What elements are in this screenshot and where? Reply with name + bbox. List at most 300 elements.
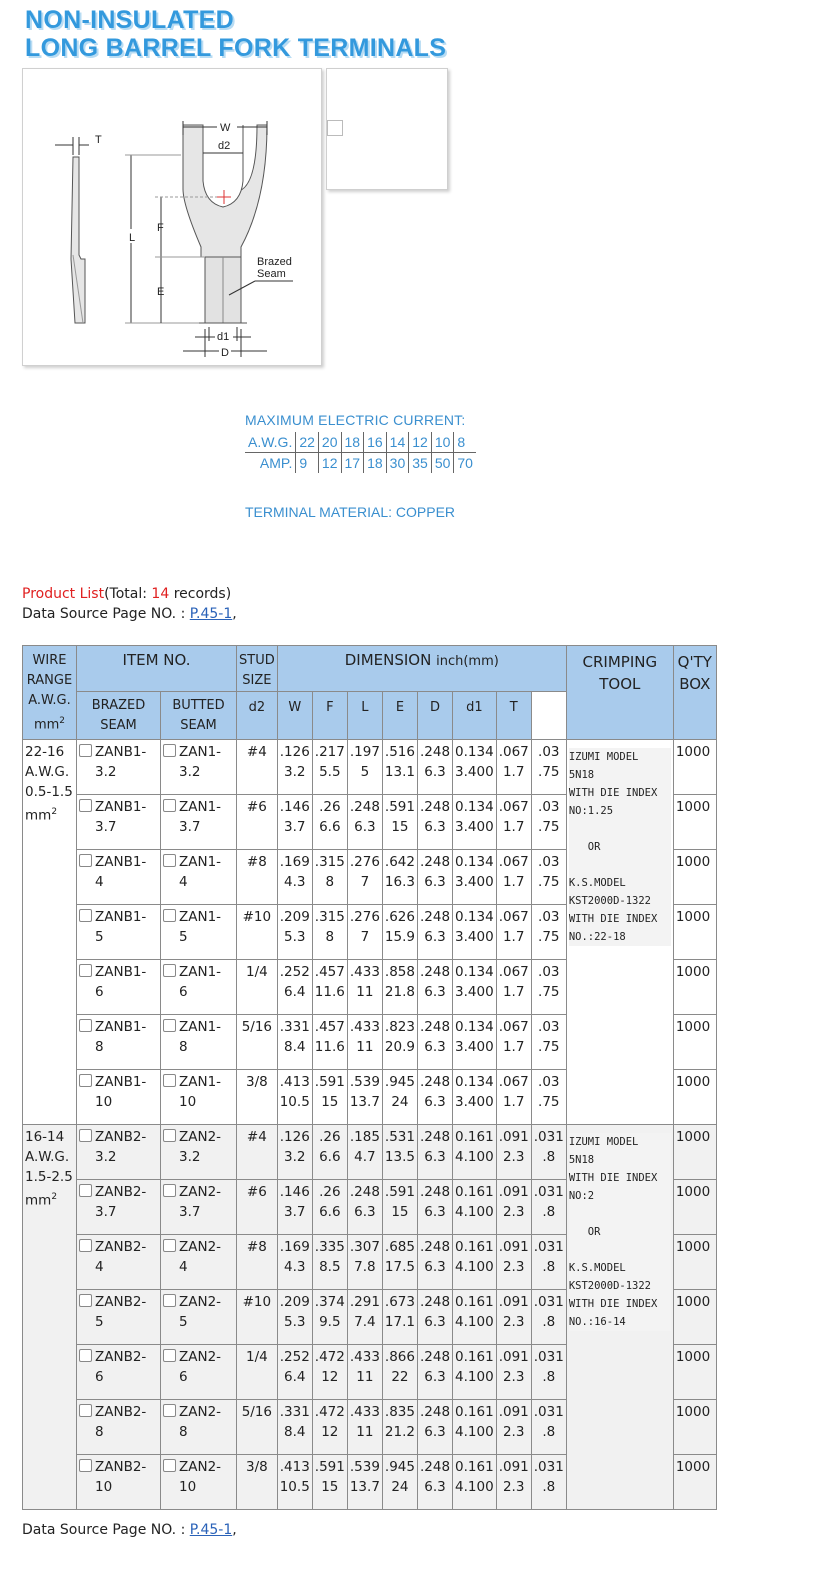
brazed-checkbox[interactable] xyxy=(79,1239,92,1252)
F-mm: 5 xyxy=(360,764,370,780)
W-cell xyxy=(312,1015,347,1070)
D-mm: 4.100 xyxy=(455,1204,494,1220)
W-mm: 6.6 xyxy=(319,1149,341,1165)
brazed-checkbox[interactable] xyxy=(79,1349,92,1362)
T-cell xyxy=(531,960,566,1015)
electric-title: MAXIMUM ELECTRIC CURRENT: xyxy=(245,412,466,428)
d2-mm: 10.5 xyxy=(279,1479,310,1495)
brazed-item-cell[interactable] xyxy=(77,740,161,795)
D-cell xyxy=(453,1070,497,1125)
butted-checkbox[interactable] xyxy=(163,854,176,867)
brazed-item-cell[interactable] xyxy=(77,1400,161,1455)
T-mm: .75 xyxy=(538,1094,560,1110)
E-inch: .248 xyxy=(419,1239,451,1255)
d1-cell xyxy=(496,1180,531,1235)
brazed-item-cell[interactable] xyxy=(77,1345,161,1400)
d1-cell xyxy=(496,795,531,850)
L-mm: 17.5 xyxy=(384,1259,415,1275)
amp-cell: 17 xyxy=(341,453,364,474)
d1-cell xyxy=(496,960,531,1015)
header-d1: d1 xyxy=(453,692,497,740)
E-mm: 6.3 xyxy=(424,874,446,890)
D-inch: 0.134 xyxy=(455,909,494,925)
butted-item-no: ZAN1- xyxy=(179,854,222,870)
D-inch: 0.161 xyxy=(455,1404,494,1420)
T-inch: .03 xyxy=(538,1019,560,1035)
product-table xyxy=(22,645,717,1510)
d1-cell xyxy=(496,1345,531,1400)
brazed-item-cell[interactable] xyxy=(77,1290,161,1345)
d2-cell xyxy=(277,1125,312,1180)
wire-range-label: WIRE RANGE A.W.G. xyxy=(26,653,73,708)
table-row xyxy=(23,740,717,795)
butted-item-cell[interactable] xyxy=(161,795,237,850)
butted-checkbox[interactable] xyxy=(163,1459,176,1472)
brazed-item-cell[interactable] xyxy=(77,905,161,960)
source-page-link[interactable]: P.45-1 xyxy=(189,606,233,622)
D-inch: 0.134 xyxy=(455,964,494,980)
d1-mm: 1.7 xyxy=(502,1039,525,1055)
F-mm: 6.3 xyxy=(354,1204,376,1220)
butted-item-cell[interactable] xyxy=(161,740,237,795)
brazed-item-cell[interactable] xyxy=(77,1235,161,1290)
stud-size-cell: #4 xyxy=(237,740,278,795)
D-inch: 0.161 xyxy=(455,1239,494,1255)
dimension-unit: inch(mm) xyxy=(436,654,499,669)
butted-checkbox[interactable] xyxy=(163,964,176,977)
d1-cell xyxy=(496,1455,531,1510)
label-d1: d1 xyxy=(217,331,230,343)
butted-checkbox[interactable] xyxy=(163,1019,176,1032)
d2-mm: 10.5 xyxy=(279,1094,310,1110)
W-cell xyxy=(312,1070,347,1125)
L-mm: 24 xyxy=(391,1094,409,1110)
qty-box-cell: 1000 xyxy=(673,740,716,795)
F-cell xyxy=(347,1125,382,1180)
awg-cell: 22 xyxy=(296,432,319,453)
D-inch: 0.134 xyxy=(455,854,494,870)
brazed-checkbox[interactable] xyxy=(79,744,92,757)
T-cell xyxy=(531,1455,566,1510)
W-inch: .591 xyxy=(314,1074,345,1090)
d1-mm: 2.3 xyxy=(502,1479,525,1495)
E-inch: .248 xyxy=(419,1184,451,1200)
brazed-item-size: 10 xyxy=(95,1479,113,1495)
awg-cell: 10 xyxy=(431,432,454,453)
brazed-item-size: 10 xyxy=(95,1094,113,1110)
T-cell xyxy=(531,1235,566,1290)
brazed-item-size: 6 xyxy=(95,984,104,1000)
brazed-checkbox[interactable] xyxy=(79,1074,92,1087)
F-cell xyxy=(347,1235,382,1290)
T-cell xyxy=(531,905,566,960)
L-cell xyxy=(382,905,417,960)
header-D: D xyxy=(417,692,452,740)
brazed-item-size: 4 xyxy=(95,874,104,890)
d2-mm: 3.7 xyxy=(284,819,306,835)
butted-item-size: 4 xyxy=(179,874,188,890)
wire-mm2-unit: mm xyxy=(25,807,52,824)
brazed-item-size: 8 xyxy=(95,1424,104,1440)
wire-range-cell: 22-16 A.W.G. 0.5-1.5 $mm^2$ xyxy=(23,740,77,1125)
T-mm: .75 xyxy=(538,929,560,945)
d2-inch: .146 xyxy=(279,799,310,815)
d1-mm: 1.7 xyxy=(502,819,525,835)
product-list-heading xyxy=(22,586,231,602)
D-inch: 0.161 xyxy=(455,1294,494,1310)
E-mm: 6.3 xyxy=(424,984,446,1000)
W-inch: .315 xyxy=(314,854,345,870)
butted-item-cell[interactable] xyxy=(161,850,237,905)
butted-checkbox[interactable] xyxy=(163,1349,176,1362)
D-inch: 0.134 xyxy=(455,799,494,815)
W-mm: 8 xyxy=(325,874,335,890)
W-mm: 12 xyxy=(321,1369,339,1385)
F-cell xyxy=(347,1400,382,1455)
d1-cell xyxy=(496,1070,531,1125)
L-mm: 13.5 xyxy=(384,1149,415,1165)
W-cell xyxy=(312,960,347,1015)
butted-item-cell[interactable] xyxy=(161,1345,237,1400)
T-mm: .8 xyxy=(542,1479,556,1495)
butted-checkbox[interactable] xyxy=(163,1404,176,1417)
brazed-item-cell[interactable] xyxy=(77,1015,161,1070)
E-cell xyxy=(417,960,452,1015)
F-inch: .185 xyxy=(349,1129,380,1145)
E-cell xyxy=(417,1290,452,1345)
brazed-item-cell[interactable] xyxy=(77,1125,161,1180)
d2-inch: .169 xyxy=(279,854,310,870)
d2-cell xyxy=(277,1070,312,1125)
butted-item-size: 3.7 xyxy=(179,819,201,835)
header-W: W xyxy=(277,692,312,740)
label-seam: Seam xyxy=(257,268,286,280)
D-inch: 0.134 xyxy=(455,744,494,760)
header-stud-size: STUD SIZE xyxy=(237,646,278,692)
F-inch: .291 xyxy=(349,1294,380,1310)
W-cell xyxy=(312,905,347,960)
d2-inch: .146 xyxy=(279,1184,310,1200)
W-cell xyxy=(312,1180,347,1235)
L-inch: .642 xyxy=(384,854,415,870)
E-cell xyxy=(417,795,452,850)
butted-checkbox[interactable] xyxy=(163,1294,176,1307)
source-label: Data Source Page NO. : xyxy=(22,606,190,622)
T-inch: .03 xyxy=(538,799,560,815)
D-cell xyxy=(453,1290,497,1345)
amp-label: AMP. xyxy=(245,453,296,474)
brazed-item-no: ZANB1- xyxy=(95,744,147,760)
d1-inch: .091 xyxy=(498,1294,529,1310)
butted-item-cell[interactable] xyxy=(161,1400,237,1455)
E-mm: 6.3 xyxy=(424,1204,446,1220)
T-inch: .031 xyxy=(533,1404,564,1420)
D-cell xyxy=(453,1400,497,1455)
data-source-bottom xyxy=(22,1522,237,1538)
E-cell xyxy=(417,1070,452,1125)
brazed-checkbox[interactable] xyxy=(79,909,92,922)
D-inch: 0.161 xyxy=(455,1129,494,1145)
W-inch: .26 xyxy=(319,799,341,815)
amp-cell: 18 xyxy=(364,453,387,474)
stud-size-cell: 5/16 xyxy=(237,1400,278,1455)
d1-cell xyxy=(496,1400,531,1455)
L-inch: .866 xyxy=(384,1349,415,1365)
butted-checkbox[interactable] xyxy=(163,744,176,757)
awg-cell: 12 xyxy=(409,432,432,453)
label-W: W xyxy=(220,122,231,134)
stud-size-cell: 3/8 xyxy=(237,1070,278,1125)
L-inch: .591 xyxy=(384,1184,415,1200)
E-mm: 6.3 xyxy=(424,1314,446,1330)
d2-cell xyxy=(277,1290,312,1345)
E-mm: 6.3 xyxy=(424,1424,446,1440)
E-cell xyxy=(417,1125,452,1180)
awg-label: A.W.G. xyxy=(245,432,296,453)
title-line-1: NON-INSULATED xyxy=(25,6,234,34)
D-cell xyxy=(453,1125,497,1180)
L-mm: 15 xyxy=(391,1204,409,1220)
E-cell xyxy=(417,1400,452,1455)
F-inch: .248 xyxy=(349,1184,380,1200)
W-inch: .374 xyxy=(314,1294,345,1310)
d2-cell xyxy=(277,1235,312,1290)
D-inch: 0.161 xyxy=(455,1184,494,1200)
brazed-checkbox[interactable] xyxy=(79,1019,92,1032)
header-wire-range: WIRE RANGE A.W.G. $mm^2$ xyxy=(23,646,77,740)
T-cell xyxy=(531,1345,566,1400)
brazed-item-no: ZANB2- xyxy=(95,1129,147,1145)
brazed-item-cell[interactable] xyxy=(77,960,161,1015)
F-cell xyxy=(347,1290,382,1345)
W-mm: 15 xyxy=(321,1094,339,1110)
D-mm: 3.400 xyxy=(455,764,494,780)
d2-cell xyxy=(277,740,312,795)
D-mm: 4.100 xyxy=(455,1149,494,1165)
brazed-checkbox[interactable] xyxy=(79,964,92,977)
L-inch: .516 xyxy=(384,744,415,760)
W-inch: .591 xyxy=(314,1459,345,1475)
qty-box-cell: 1000 xyxy=(673,1070,716,1125)
d1-mm: 1.7 xyxy=(502,929,525,945)
L-mm: 17.1 xyxy=(384,1314,415,1330)
brazed-item-size: 3.2 xyxy=(95,1149,117,1165)
wire-mm2-range: 1.5-2.5 xyxy=(25,1169,73,1185)
brazed-checkbox[interactable] xyxy=(79,1129,92,1142)
W-inch: .457 xyxy=(314,964,345,980)
W-mm: 8.5 xyxy=(319,1259,341,1275)
F-mm: 7 xyxy=(360,929,370,945)
F-mm: 4.7 xyxy=(354,1149,376,1165)
d2-mm: 8.4 xyxy=(284,1039,306,1055)
D-inch: 0.134 xyxy=(455,1019,494,1035)
butted-item-size: 6 xyxy=(179,984,188,1000)
brazed-item-cell[interactable] xyxy=(77,850,161,905)
source-page-link[interactable]: P.45-1 xyxy=(189,1522,233,1538)
d2-cell xyxy=(277,905,312,960)
qty-box-cell: 1000 xyxy=(673,905,716,960)
L-inch: .531 xyxy=(384,1129,415,1145)
T-cell xyxy=(531,850,566,905)
butted-item-cell[interactable] xyxy=(161,1455,237,1510)
d1-cell xyxy=(496,1235,531,1290)
page-title xyxy=(25,6,585,62)
T-inch: .031 xyxy=(533,1294,564,1310)
W-inch: .217 xyxy=(314,744,345,760)
brazed-checkbox[interactable] xyxy=(79,1459,92,1472)
product-thumbnail[interactable] xyxy=(326,68,448,190)
W-cell xyxy=(312,740,347,795)
brazed-item-cell[interactable] xyxy=(77,1180,161,1235)
D-mm: 4.100 xyxy=(455,1259,494,1275)
stud-size-cell: #10 xyxy=(237,1290,278,1345)
L-inch: .626 xyxy=(384,909,415,925)
butted-item-cell[interactable] xyxy=(161,1125,237,1180)
F-mm: 11 xyxy=(356,984,374,1000)
F-cell xyxy=(347,1180,382,1235)
W-mm: 12 xyxy=(321,1424,339,1440)
T-cell xyxy=(531,1290,566,1345)
terminal-material xyxy=(245,504,455,520)
d2-inch: .413 xyxy=(279,1459,310,1475)
D-mm: 3.400 xyxy=(455,1094,494,1110)
title-line-2: LONG BARREL FORK TERMINALS xyxy=(25,34,447,62)
butted-item-cell[interactable] xyxy=(161,1180,237,1235)
butted-item-no: ZAN2- xyxy=(179,1459,222,1475)
butted-item-no: ZAN1- xyxy=(179,799,222,815)
brazed-item-no: ZANB1- xyxy=(95,909,147,925)
d1-inch: .091 xyxy=(498,1184,529,1200)
brazed-checkbox[interactable] xyxy=(79,854,92,867)
T-mm: .75 xyxy=(538,874,560,890)
butted-item-size: 8 xyxy=(179,1424,188,1440)
d2-cell xyxy=(277,960,312,1015)
F-inch: .539 xyxy=(349,1074,380,1090)
butted-checkbox[interactable] xyxy=(163,1184,176,1197)
D-cell xyxy=(453,1015,497,1070)
brazed-item-size: 3.2 xyxy=(95,764,117,780)
D-mm: 3.400 xyxy=(455,929,494,945)
brazed-checkbox[interactable] xyxy=(79,799,92,812)
total-suffix: records) xyxy=(169,586,232,602)
label-d2: d2 xyxy=(218,140,231,152)
F-mm: 11 xyxy=(356,1424,374,1440)
L-inch: .858 xyxy=(384,964,415,980)
header-F: F xyxy=(312,692,347,740)
butted-item-cell[interactable] xyxy=(161,1235,237,1290)
F-mm: 13.7 xyxy=(349,1094,380,1110)
F-cell xyxy=(347,905,382,960)
butted-checkbox[interactable] xyxy=(163,799,176,812)
header-d2: d2 xyxy=(237,692,278,740)
E-inch: .248 xyxy=(419,1019,451,1035)
D-mm: 4.100 xyxy=(455,1369,494,1385)
L-cell xyxy=(382,1235,417,1290)
T-mm: .75 xyxy=(538,764,560,780)
awg-cell: 16 xyxy=(364,432,387,453)
T-inch: .03 xyxy=(538,744,560,760)
d2-mm: 5.3 xyxy=(284,929,306,945)
T-mm: .8 xyxy=(542,1149,556,1165)
butted-item-cell[interactable] xyxy=(161,1015,237,1070)
butted-checkbox[interactable] xyxy=(163,1129,176,1142)
crimping-tool-text: IZUMI MODEL 5N18 WITH DIE INDEX NO:2 OR K.S.MODEL KST2000D-1322 WITH DIE INDEX NO.:16-14 xyxy=(569,1133,671,1331)
stud-size-cell: #6 xyxy=(237,795,278,850)
brazed-item-cell[interactable] xyxy=(77,1070,161,1125)
d2-mm: 3.7 xyxy=(284,1204,306,1220)
brazed-item-size: 3.7 xyxy=(95,1204,117,1220)
butted-item-cell[interactable] xyxy=(161,1070,237,1125)
qty-box-cell: 1000 xyxy=(673,1345,716,1400)
dimension-label: DIMENSION xyxy=(344,651,432,669)
brazed-item-cell[interactable] xyxy=(77,1455,161,1510)
L-cell xyxy=(382,740,417,795)
T-inch: .031 xyxy=(533,1184,564,1200)
header-qty-box: Q'TY BOX xyxy=(673,646,716,740)
L-mm: 21.8 xyxy=(384,984,415,1000)
butted-item-no: ZAN2- xyxy=(179,1349,222,1365)
header-butted: BUTTED SEAM xyxy=(161,692,237,740)
awg-cell: 20 xyxy=(318,432,341,453)
butted-checkbox[interactable] xyxy=(163,1239,176,1252)
d1-cell xyxy=(496,850,531,905)
brazed-item-cell[interactable] xyxy=(77,795,161,850)
d1-cell xyxy=(496,1015,531,1070)
brazed-item-no: ZANB2- xyxy=(95,1349,147,1365)
W-mm: 8 xyxy=(325,929,335,945)
qty-box-cell: 1000 xyxy=(673,1125,716,1180)
butted-item-cell[interactable] xyxy=(161,905,237,960)
D-cell xyxy=(453,740,497,795)
brazed-item-size: 4 xyxy=(95,1259,104,1275)
W-cell xyxy=(312,1400,347,1455)
source-suffix: , xyxy=(232,1522,237,1538)
brazed-checkbox[interactable] xyxy=(79,1294,92,1307)
amp-cell: 9 xyxy=(296,453,319,474)
W-inch: .26 xyxy=(319,1129,341,1145)
d1-inch: .067 xyxy=(498,964,529,980)
W-mm: 11.6 xyxy=(314,1039,345,1055)
L-cell xyxy=(382,960,417,1015)
d1-inch: .067 xyxy=(498,909,529,925)
butted-item-cell[interactable] xyxy=(161,1290,237,1345)
F-cell xyxy=(347,1345,382,1400)
W-inch: .315 xyxy=(314,909,345,925)
stud-size-cell: 1/4 xyxy=(237,960,278,1015)
butted-item-cell[interactable] xyxy=(161,960,237,1015)
T-mm: .8 xyxy=(542,1204,556,1220)
F-mm: 6.3 xyxy=(354,819,376,835)
brazed-item-no: ZANB2- xyxy=(95,1294,147,1310)
brazed-checkbox[interactable] xyxy=(79,1184,92,1197)
brazed-item-size: 3.7 xyxy=(95,819,117,835)
F-cell xyxy=(347,1070,382,1125)
brazed-item-no: ZANB2- xyxy=(95,1239,147,1255)
butted-item-no: ZAN1- xyxy=(179,964,222,980)
butted-item-size: 10 xyxy=(179,1479,197,1495)
brazed-checkbox[interactable] xyxy=(79,1404,92,1417)
E-inch: .248 xyxy=(419,1074,451,1090)
butted-checkbox[interactable] xyxy=(163,909,176,922)
E-cell xyxy=(417,1345,452,1400)
W-mm: 5.5 xyxy=(319,764,341,780)
qty-box-cell: 1000 xyxy=(673,795,716,850)
L-mm: 20.9 xyxy=(384,1039,415,1055)
butted-checkbox[interactable] xyxy=(163,1074,176,1087)
wire-awg-unit: A.W.G. xyxy=(25,1149,70,1165)
T-cell xyxy=(531,740,566,795)
L-cell xyxy=(382,1070,417,1125)
